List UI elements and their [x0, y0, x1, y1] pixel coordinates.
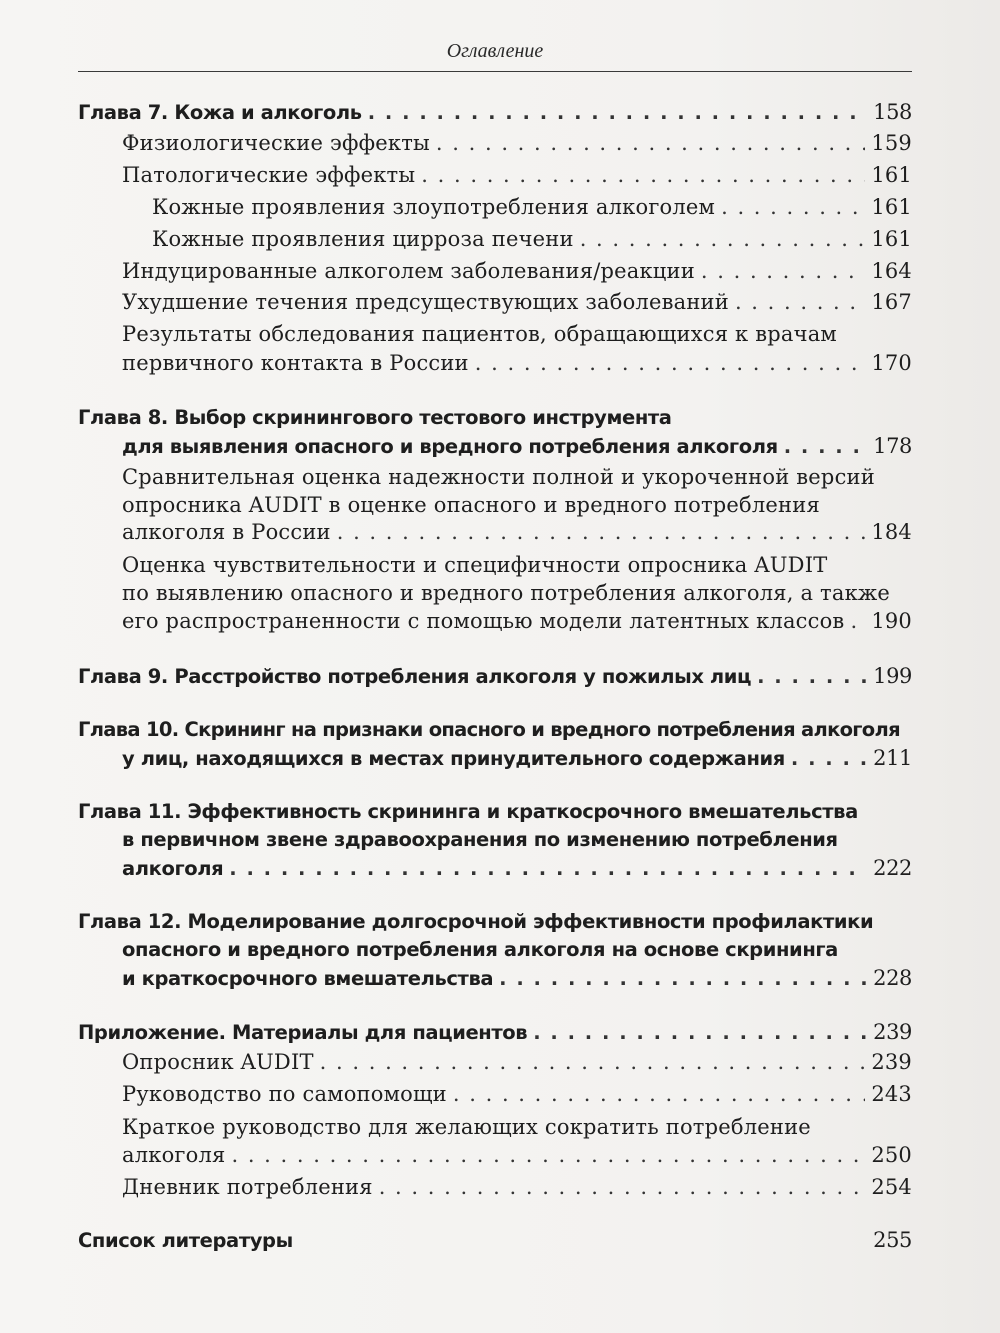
toc-entry-title: Глава 9. Расстройство потребления алкоголя у пожилых лиц — [78, 665, 752, 688]
dot-leader — [231, 1143, 865, 1167]
toc-entry-line[interactable]: опросника AUDIT в оценке опасного и вредного потребления — [122, 493, 820, 517]
toc-page-number: 178 — [873, 434, 912, 458]
toc-page-number: 159 — [871, 131, 912, 155]
dot-leader — [701, 259, 865, 283]
toc-entry[interactable] — [122, 1143, 912, 1167]
toc-entry-title: Индуцированные алкоголем заболевания/реакции — [122, 259, 695, 283]
toc-entry-title: Кожные проявления злоупотребления алкоголем — [152, 195, 716, 219]
dot-leader — [791, 747, 867, 770]
toc-entry[interactable] — [122, 1082, 912, 1106]
toc-page-number: 170 — [871, 351, 912, 375]
toc-page-number: 161 — [871, 195, 912, 219]
toc-entry-title: Ухудшение течения предсуществующих заболеваний — [122, 290, 729, 314]
toc-page-number: 211 — [873, 746, 912, 770]
toc-entry[interactable] — [122, 163, 912, 187]
toc-page-number: 158 — [873, 100, 912, 124]
dot-leader — [421, 163, 865, 187]
toc-entry-title: его распространенности с помощью модели латентных классов — [122, 609, 845, 633]
dot-leader — [320, 1050, 866, 1074]
dot-leader — [721, 195, 865, 219]
toc-page-number: 239 — [871, 1050, 912, 1074]
dot-leader — [337, 520, 866, 544]
toc-page-number: 161 — [871, 227, 912, 251]
toc-page-number: 228 — [873, 966, 912, 990]
toc-entry-title: алкоголя в России — [122, 520, 331, 544]
toc-chapter-11[interactable]: Глава 11. Эффективность скрининга и краткосрочного вмешательства — [78, 800, 858, 823]
dot-leader — [499, 967, 867, 990]
toc-entry-line[interactable]: Краткое руководство для желающих сократить потребление — [122, 1115, 811, 1139]
toc-chapter-10[interactable]: Глава 10. Скрининг на признаки опасного и вредного потребления алкоголя — [78, 718, 900, 741]
toc-entry-line[interactable]: по выявлению опасного и вредного потребления алкоголя, а также — [122, 581, 891, 605]
toc-chapter-11-cont[interactable] — [122, 856, 912, 880]
header-rule — [78, 71, 912, 72]
toc-page-number: 164 — [871, 259, 912, 283]
toc-entry-title: алкоголя — [122, 857, 224, 880]
toc-entry-title: Патологические эффекты — [122, 163, 416, 187]
toc-subentry[interactable] — [152, 195, 912, 219]
dot-leader — [757, 665, 867, 688]
toc-chapter-10-cont[interactable] — [122, 746, 912, 770]
toc-page-number: 184 — [871, 520, 912, 544]
running-header: Оглавление — [446, 40, 544, 62]
toc-entry[interactable] — [122, 290, 912, 314]
toc-page-number: 250 — [871, 1143, 912, 1167]
toc-entry-title: Кожные проявления цирроза печени — [152, 227, 574, 251]
toc-entry[interactable] — [122, 259, 912, 283]
toc-entry-title: первичного контакта в России — [122, 351, 469, 375]
toc-page-number: 190 — [871, 609, 912, 633]
toc-chapter-12-cont[interactable] — [122, 966, 912, 990]
dot-leader — [436, 131, 865, 155]
toc-entry[interactable] — [122, 1175, 912, 1199]
toc-entry[interactable] — [122, 131, 912, 155]
toc-chapter-8[interactable]: Глава 8. Выбор скринингового тестового инструмента — [78, 406, 672, 429]
dot-leader — [475, 351, 866, 375]
dot-leader — [735, 290, 865, 314]
toc-chapter-9[interactable] — [78, 664, 912, 688]
toc-entry-title: Опросник AUDIT — [122, 1050, 314, 1074]
toc-page-number: 161 — [871, 163, 912, 187]
toc-references[interactable] — [78, 1228, 912, 1252]
dot-leader — [580, 227, 866, 251]
toc-entry[interactable] — [122, 351, 912, 375]
dot-leader — [784, 435, 867, 458]
toc-page-number: 167 — [871, 290, 912, 314]
toc-entry-title: алкоголя — [122, 1143, 226, 1167]
toc-entry-title: у лиц, находящихся в местах принудительного содержания — [122, 747, 785, 770]
toc-chapter-12[interactable]: Глава 12. Моделирование долгосрочной эффективности профилактики — [78, 910, 874, 933]
toc-appendix[interactable] — [78, 1020, 912, 1044]
toc-page-number: 199 — [873, 664, 912, 688]
toc-entry-title: Руководство по самопомощи — [122, 1082, 447, 1106]
toc-entry-line[interactable]: Оценка чувствительности и специфичности опросника AUDIT — [122, 553, 828, 577]
toc-entry-title: для выявления опасного и вредного потребления алкоголя — [122, 435, 778, 458]
toc-page-number: 243 — [871, 1082, 912, 1106]
dot-leader — [379, 1175, 866, 1199]
toc-page-number: 239 — [873, 1020, 912, 1044]
toc-page-number: 254 — [871, 1175, 912, 1199]
toc-entry-title: Физиологические эффекты — [122, 131, 430, 155]
toc-chapter-8-cont[interactable] — [122, 434, 912, 458]
toc-entry-title: и краткосрочного вмешательства — [122, 967, 494, 990]
dot-leader — [368, 101, 867, 124]
toc-entry-title: Дневник потребления — [122, 1175, 373, 1199]
toc-page-number: 222 — [873, 856, 912, 880]
toc-chapter-11-line[interactable]: в первичном звене здравоохранения по изменению потребления — [122, 828, 838, 851]
dot-leader — [229, 857, 867, 880]
toc-chapter-12-line[interactable]: опасного и вредного потребления алкоголя на основе скрининга — [122, 938, 838, 961]
toc-entry-title: Глава 7. Кожа и алкоголь — [78, 101, 362, 124]
dot-leader — [850, 609, 865, 633]
toc-entry[interactable] — [122, 1050, 912, 1074]
toc-entry-line[interactable]: Результаты обследования пациентов, обращающихся к врачам — [122, 322, 837, 346]
toc-entry[interactable] — [122, 520, 912, 544]
toc-subentry[interactable] — [152, 227, 912, 251]
toc-chapter-7[interactable] — [78, 100, 912, 124]
toc-entry-title: Список литературы — [78, 1229, 293, 1252]
dot-leader — [453, 1082, 865, 1106]
toc-entry-line[interactable]: Сравнительная оценка надежности полной и укороченной версий — [122, 465, 875, 489]
dot-leader — [533, 1021, 867, 1044]
toc-page-number: 255 — [873, 1228, 912, 1252]
toc-entry[interactable] — [122, 609, 912, 633]
toc-entry-title: Приложение. Материалы для пациентов — [78, 1021, 528, 1044]
